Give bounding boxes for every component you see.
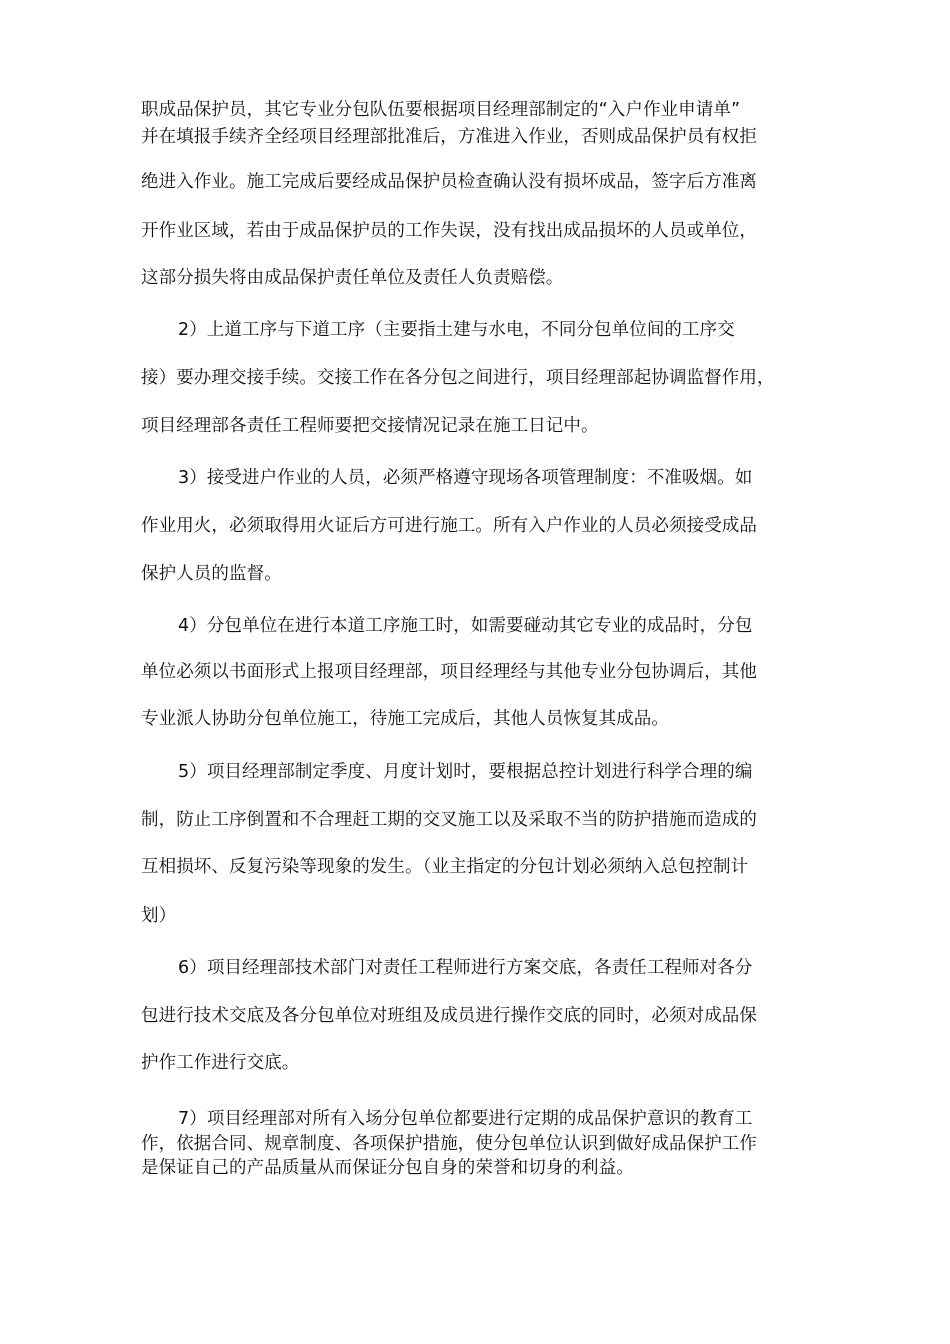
text-line: 专业派人协助分包单位施工，待施工完成后，其他人员恢复其成品。 — [141, 709, 669, 729]
text-line: 2）上道工序与下道工序（主要指土建与水电，不同分包单位间的工序交 — [178, 320, 735, 340]
text-line: 7）项目经理部对所有入场分包单位都要进行定期的成品保护意识的教育工 — [178, 1109, 753, 1129]
text-line: 5）项目经理部制定季度、月度计划时，要根据总控计划进行科学合理的编 — [178, 762, 753, 782]
text-line: 保护人员的监督。 — [141, 564, 282, 584]
text-line: 划） — [141, 906, 177, 926]
text-line: 单位必须以书面形式上报项目经理部，项目经理经与其他专业分包协调后，其他 — [141, 662, 757, 682]
text-line: 6）项目经理部技术部门对责任工程师进行方案交底，各责任工程师对各分 — [178, 958, 753, 978]
text-line: 3）接受进户作业的人员，必须严格遵守现场各项管理制度：不准吸烟。如 — [178, 468, 753, 488]
text-line: 这部分损失将由成品保护责任单位及责任人负责赔偿。 — [141, 268, 564, 288]
text-line: 接）要办理交接手续。交接工作在各分包之间进行，项目经理部起协调监督作用， — [141, 368, 775, 388]
text-line: 包进行技术交底及各分包单位对班组及成员进行操作交底的同时，必须对成品保 — [141, 1006, 757, 1026]
text-line: 作，依据合同、规章制度、各项保护措施，使分包单位认识到做好成品保护工作 — [141, 1134, 757, 1154]
text-line: 制，防止工序倒置和不合理赶工期的交叉施工以及采取不当的防护措施而造成的 — [141, 810, 757, 830]
text-line: 项目经理部各责任工程师要把交接情况记录在施工日记中。 — [141, 416, 599, 436]
text-line: 职成品保护员，其它专业分包队伍要根据项目经理部制定的“入户作业申请单” — [141, 100, 741, 120]
text-line: 开作业区域，若由于成品保护员的工作失误，没有找出成品损坏的人员或单位， — [141, 221, 757, 241]
text-line: 护作工作进行交底。 — [141, 1053, 300, 1073]
text-line: 绝进入作业。施工完成后要经成品保护员检查确认没有损坏成品，签字后方准离 — [141, 172, 757, 192]
text-line: 并在填报手续齐全经项目经理部批准后，方准进入作业，否则成品保护员有权拒 — [141, 127, 757, 147]
text-line: 4）分包单位在进行本道工序施工时，如需要碰动其它专业的成品时，分包 — [178, 616, 753, 636]
text-line: 是保证自己的产品质量从而保证分包自身的荣誉和切身的利益。 — [141, 1158, 634, 1178]
text-line: 互相损坏、反复污染等现象的发生。（业主指定的分包计划必须纳入总包控制计 — [141, 857, 749, 877]
text-line: 作业用火，必须取得用火证后方可进行施工。所有入户作业的人员必须接受成品 — [141, 516, 757, 536]
